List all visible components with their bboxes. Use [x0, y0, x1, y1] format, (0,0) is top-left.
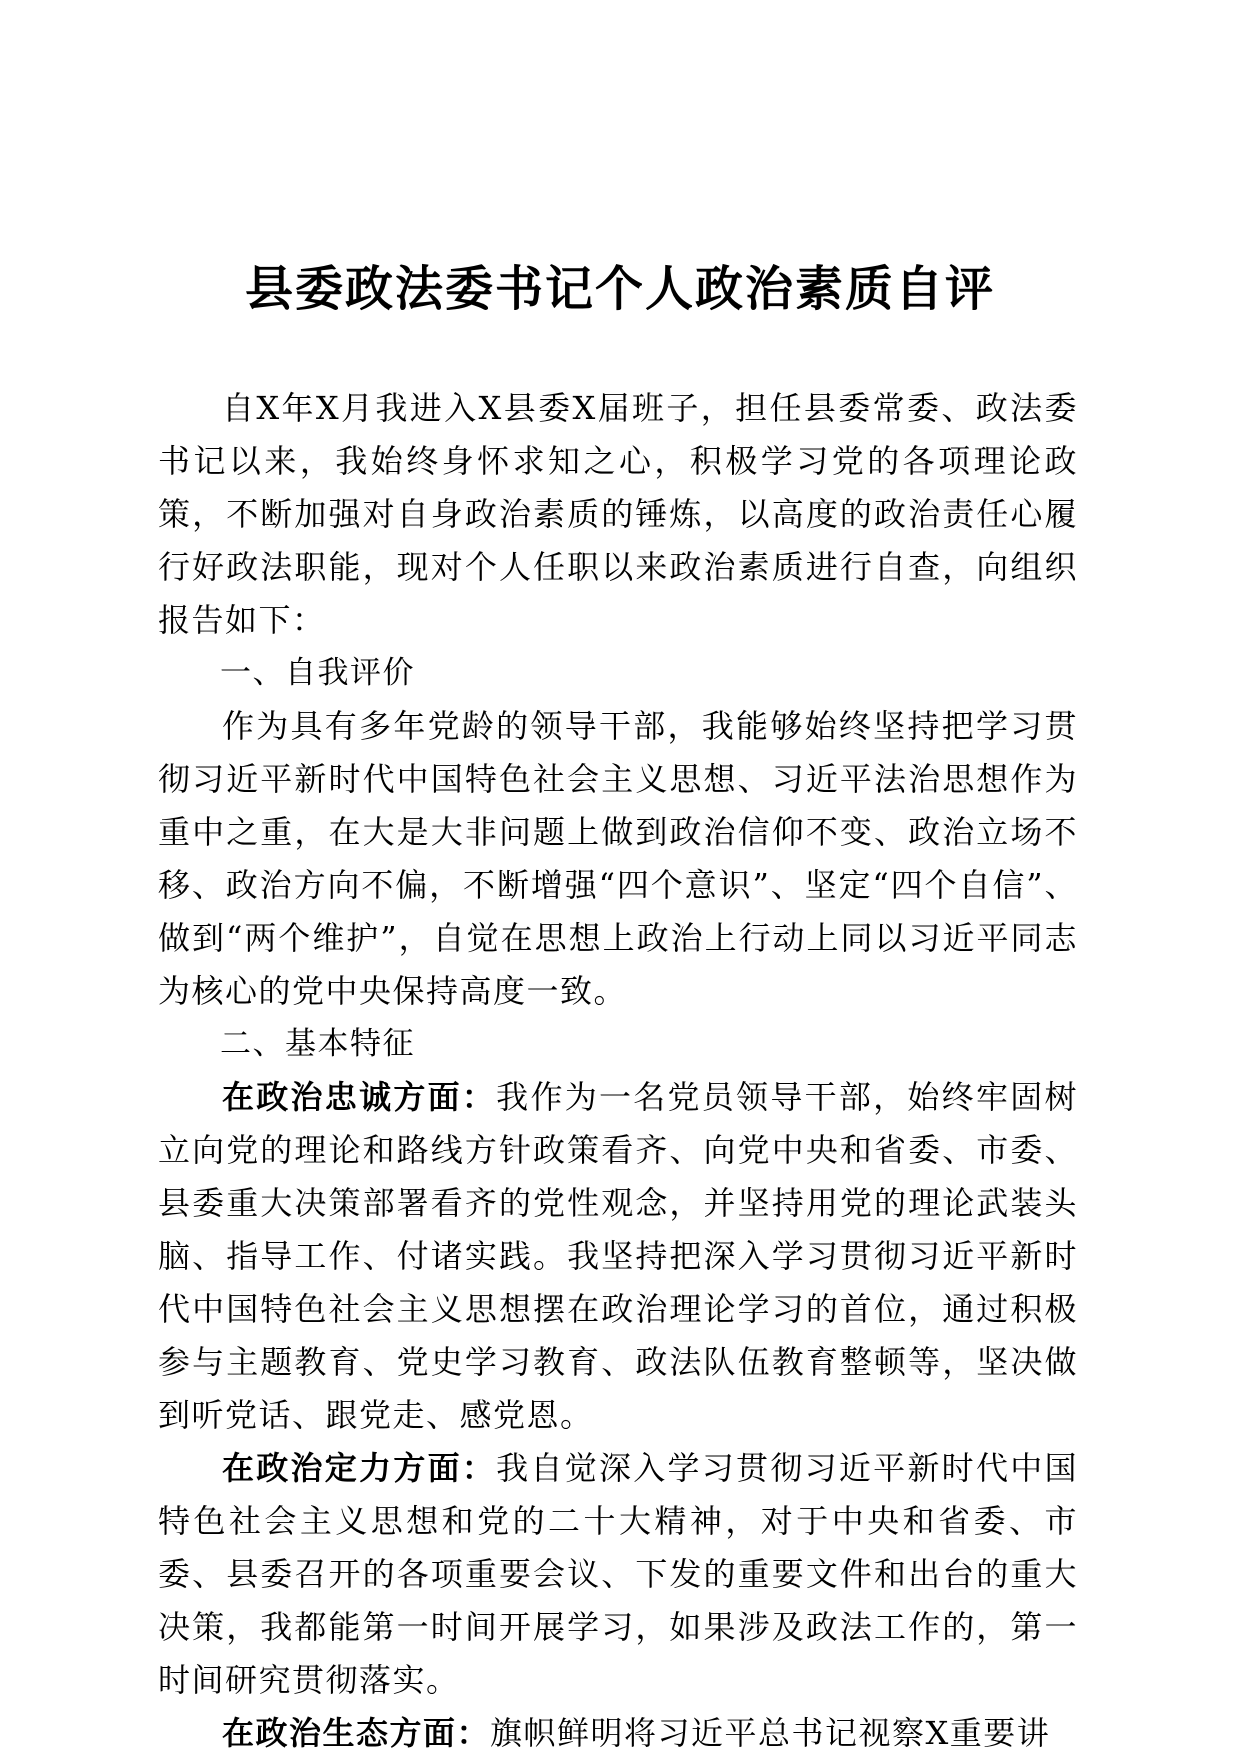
section-heading-basic-features: 二、基本特征 [220, 1026, 415, 1062]
political-loyalty-lead: 在政治忠诚方面： [222, 1078, 497, 1116]
political-resolve-paragraph [158, 1442, 1078, 1707]
political-ecology-paragraph [158, 1707, 1078, 1760]
political-ecology-text: 旗帜鲜明将习近平总书记视察X重要讲 [490, 1714, 1051, 1752]
political-loyalty-text: 我作为一名党员领导干部，始终牢固树立向党的理论和路线方针政策看齐、向党中央和省委、市委、县委重大决策部署看齐的党性观念，并坚持用党的理论武装头脑、指导工作、付诸实践。我坚持把深入学习贯彻习近平新时代中国特色社会主义思想摆在政治理论学习的首位，通过积极参与主题教育、党史学习教育、政法队伍教育整顿等，坚决做到听党话、跟党走、感党恩。 [158, 1078, 1078, 1434]
self-evaluation-paragraph: 作为具有多年党龄的领导干部，我能够始终坚持把学习贯彻习近平新时代中国特色社会主义思想、习近平法治思想作为重中之重，在大是大非问题上做到政治信仰不变、政治立场不移、政治方向不偏，不断增强“四个意识”、坚定“四个自信”、做到“两个维护”，自觉在思想上政治上行动上同以习近平同志为核心的党中央保持高度一致。 [158, 707, 1078, 1010]
document-title: 县委政法委书记个人政治素质自评 [244, 261, 995, 317]
political-ecology-lead: 在政治生态方面： [222, 1714, 491, 1752]
political-resolve-text: 我自觉深入学习贯彻习近平新时代中国特色社会主义思想和党的二十大精神，对于中央和省委、市委、县委召开的各项重要会议、下发的重要文件和出台的重大决策，我都能第一时间开展学习，如果涉及政法工作的，第一时间研究贯彻落实。 [158, 1449, 1078, 1699]
political-resolve-lead: 在政治定力方面： [222, 1449, 497, 1487]
intro-paragraph: 自X年X月我进入X县委X届班子，担任县委常委、政法委书记以来，我始终身怀求知之心，积极学习党的各项理论政策，不断加强对自身政治素质的锤炼，以高度的政治责任心履行好政法职能，现对个人任职以来政治素质进行自查，向组织报告如下： [158, 389, 1078, 639]
document-body [158, 382, 1078, 1760]
section-heading-self-evaluation: 一、自我评价 [220, 655, 415, 691]
political-loyalty-paragraph [158, 1071, 1078, 1442]
